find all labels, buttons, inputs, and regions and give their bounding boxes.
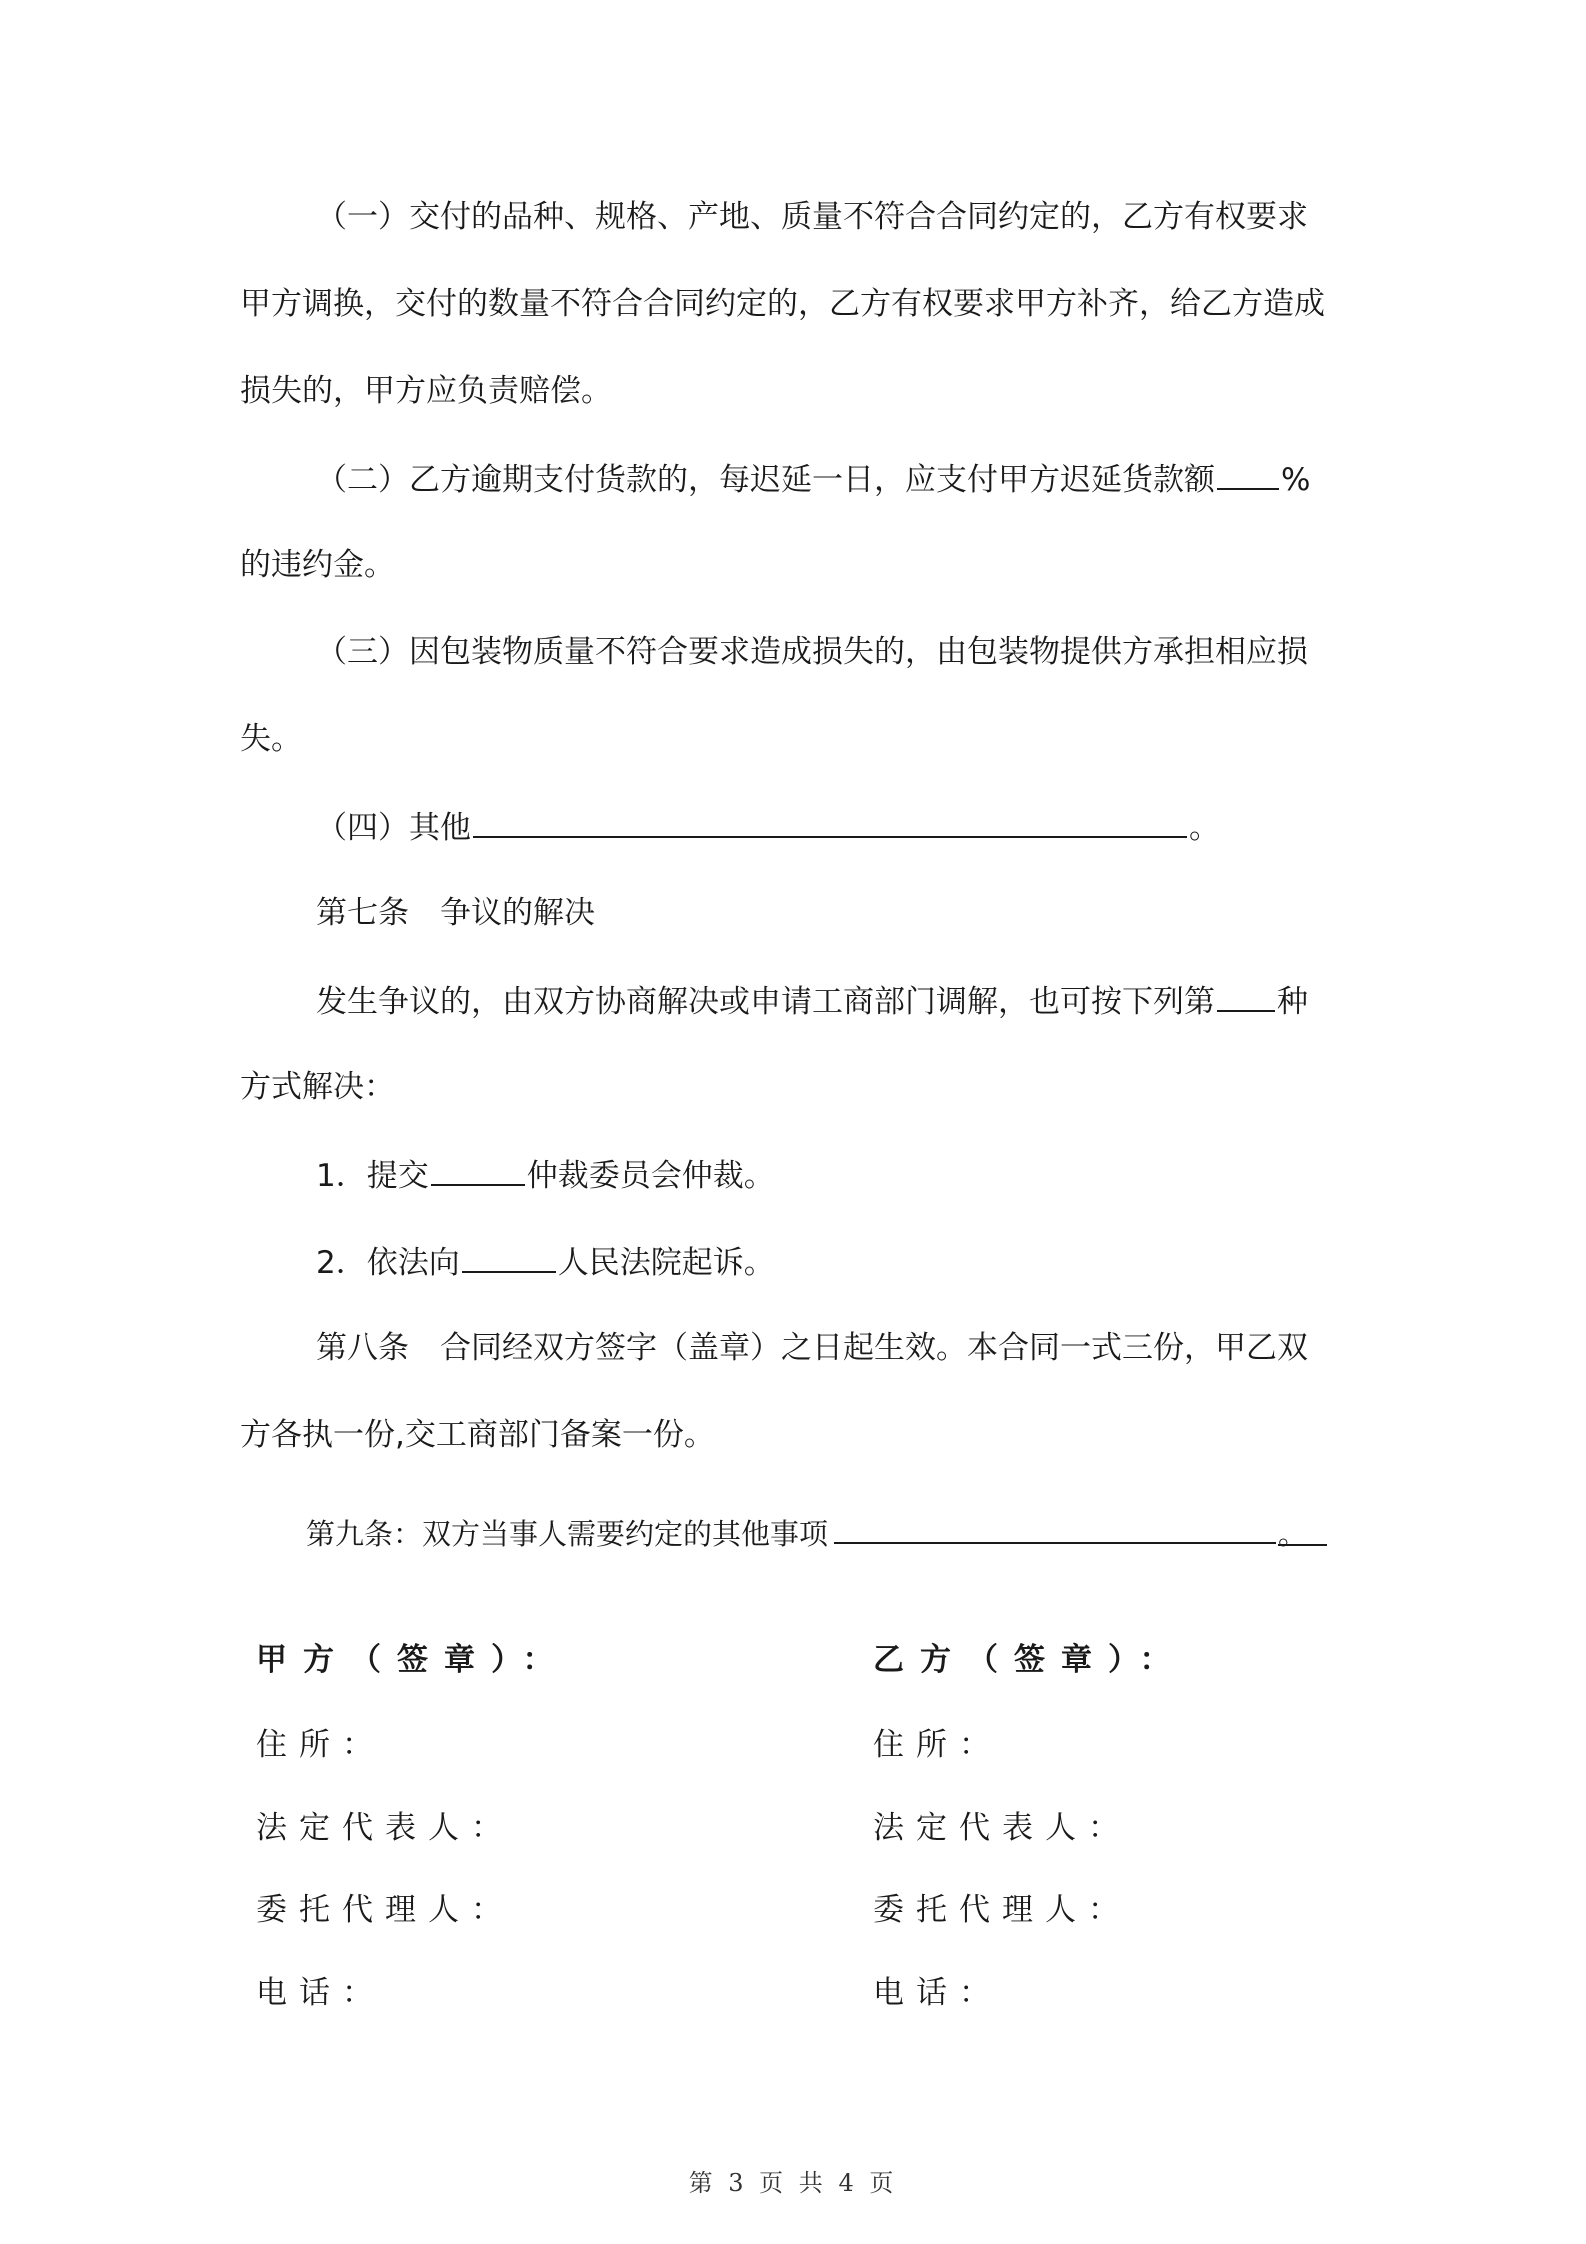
- clause7-option1: [316, 1154, 775, 1194]
- clause6-item1-line2: 甲方调换，交付的数量不符合合同约定的，乙方有权要求甲方补齐，给乙方造成: [240, 286, 1325, 322]
- party-a-phone: 电话：: [256, 1975, 385, 2011]
- party-b-legal-rep: 法定代表人：: [873, 1810, 1131, 1846]
- arbitration-commission-blank[interactable]: [431, 1154, 525, 1186]
- penalty-rate-blank[interactable]: [1217, 458, 1279, 490]
- clause8-line1: 第八条 合同经双方签字（盖章）之日起生效。本合同一式三份，甲乙双: [316, 1330, 1308, 1366]
- party-b-address: 住所：: [873, 1727, 1002, 1763]
- clause6-item1-line3: 损失的，甲方应负责赔偿。: [240, 373, 612, 409]
- clause6-item3-line2: 失。: [240, 721, 302, 757]
- clause7-option2: [316, 1241, 775, 1281]
- party-a-title: 甲方（签章）：: [256, 1642, 570, 1678]
- option1-prefix: 1．提交: [316, 1158, 429, 1194]
- party-b-phone: 电话：: [873, 1975, 1002, 2011]
- party-a-agent: 委托代理人：: [256, 1892, 514, 1928]
- clause7-line1: [316, 980, 1308, 1020]
- dispute-method-blank[interactable]: [1217, 980, 1275, 1012]
- party-b-agent: 委托代理人：: [873, 1892, 1131, 1928]
- clause7-line1-suffix: 种: [1277, 984, 1308, 1020]
- clause6-item3-line1: （三）因包装物质量不符合要求造成损失的，由包装物提供方承担相应损: [316, 634, 1308, 670]
- clause6-item2-text: （二）乙方逾期支付货款的，每迟延一日，应支付甲方迟延货款额: [316, 462, 1215, 498]
- option2-prefix: 2．依法向: [316, 1245, 460, 1281]
- clause9-suffix: 。: [1278, 1514, 1327, 1546]
- clause8-line2: 方各执一份,交工商部门备案一份。: [240, 1417, 715, 1453]
- clause6-item2-line2: 的违约金。: [240, 547, 395, 583]
- page-number: 第 3 页 共 4 页: [688, 2169, 898, 2197]
- clause7-line2: 方式解决：: [240, 1069, 395, 1105]
- court-blank[interactable]: [462, 1241, 556, 1273]
- clause6-item4-suffix: 。: [1189, 810, 1220, 846]
- clause6-item4-line: [316, 806, 1220, 846]
- party-b-title: 乙方（签章）：: [873, 1642, 1187, 1678]
- option1-suffix: 仲裁委员会仲裁。: [526, 1158, 775, 1194]
- clause9-line: [306, 1512, 1327, 1552]
- clause6-item4-prefix: （四）其他: [316, 810, 471, 846]
- party-a-legal-rep: 法定代表人：: [256, 1810, 514, 1846]
- clause9-prefix: 第九条：双方当事人需要约定的其他事项: [306, 1517, 829, 1551]
- other-terms-blank[interactable]: [473, 806, 1187, 838]
- clause6-item2-line1: [316, 458, 1310, 498]
- clause7-line1-text: 发生争议的，由双方协商解决或申请工商部门调解，也可按下列第: [316, 984, 1215, 1020]
- clause6-item1-line1: （一）交付的品种、规格、产地、质量不符合合同约定的，乙方有权要求: [316, 199, 1308, 235]
- percent-sign: %: [1281, 462, 1311, 498]
- party-a-address: 住所：: [256, 1727, 385, 1763]
- other-matters-blank[interactable]: [834, 1512, 1276, 1544]
- clause7-title: 第七条 争议的解决: [316, 895, 595, 931]
- option2-suffix: 人民法院起诉。: [557, 1245, 775, 1281]
